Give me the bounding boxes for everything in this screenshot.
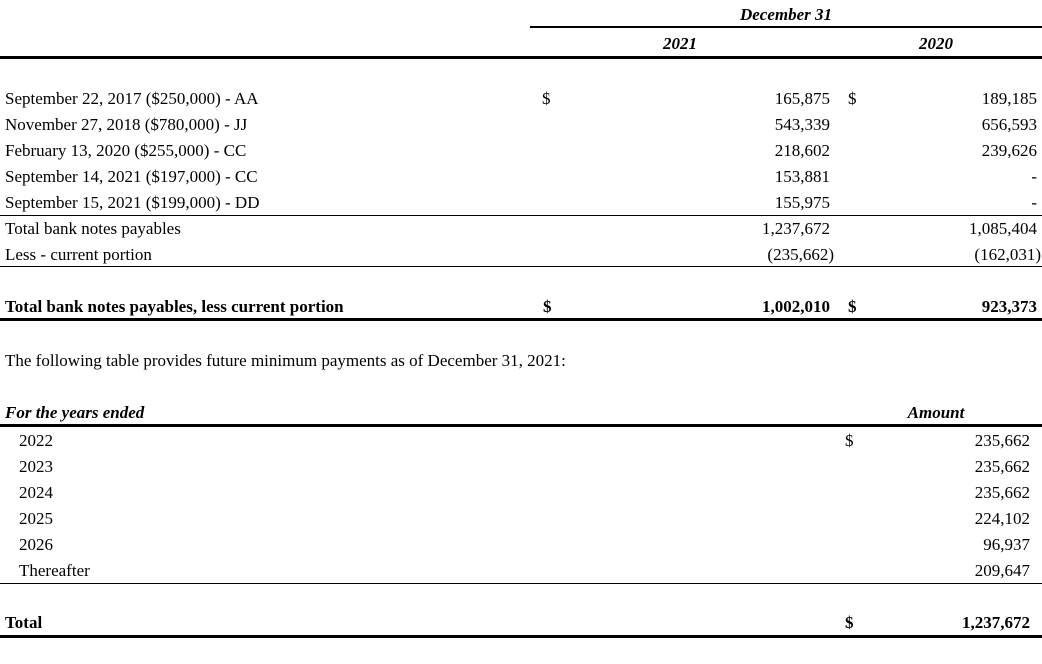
value-2021: 1,237,672: [762, 219, 830, 238]
value-2020: 189,185: [981, 89, 1037, 108]
value-2021: 155,975: [774, 193, 830, 212]
total-double-rule: [0, 318, 1042, 321]
total-value-2021: 1,002,010: [762, 297, 830, 316]
value-2020: 656,593: [981, 115, 1037, 134]
value-2020: -: [1031, 193, 1037, 212]
row-label: February 13, 2020 ($255,000) - CC: [5, 141, 247, 160]
payment-year: 2025: [19, 509, 53, 528]
row-label: Less - current portion: [5, 245, 152, 264]
payment-amount: 224,102: [974, 509, 1030, 528]
value-2021: (235,662): [767, 245, 834, 264]
row-label: September 14, 2021 ($197,000) - CC: [5, 167, 258, 186]
payment-year: Thereafter: [19, 561, 90, 580]
payment-amount: 235,662: [974, 483, 1030, 502]
subtotal-rule: [0, 215, 1042, 216]
payment-year: 2022: [19, 431, 53, 450]
currency-symbol: $: [542, 89, 551, 108]
header-col-2020: 2020: [919, 34, 953, 53]
header-group-rule: [530, 26, 1042, 28]
payments-subtotal-rule: [0, 583, 1042, 584]
currency-symbol: $: [848, 297, 857, 316]
value-2021: 153,881: [774, 167, 830, 186]
value-2020: 1,085,404: [969, 219, 1037, 238]
payment-year: 2024: [19, 483, 53, 502]
header-group-label: December 31: [739, 5, 833, 24]
currency-symbol: $: [845, 431, 854, 450]
row-label: November 27, 2018 ($780,000) - JJ: [5, 115, 248, 134]
value-2021: 543,339: [774, 115, 830, 134]
value-2020: 239,626: [981, 141, 1037, 160]
payments-col-amount: Amount: [907, 403, 965, 422]
total-label: Total bank notes payables, less current portion: [5, 297, 344, 316]
total-value-2020: 923,373: [981, 297, 1037, 316]
currency-symbol: $: [543, 297, 552, 316]
payments-total-label: Total: [5, 613, 43, 632]
payments-col-label: For the years ended: [5, 403, 145, 422]
value-2020: (162,031): [974, 245, 1041, 264]
value-2020: -: [1031, 167, 1037, 186]
row-label: Total bank notes payables: [5, 219, 181, 238]
currency-symbol: $: [848, 89, 857, 108]
payments-header-rule: [0, 424, 1042, 427]
payment-amount: 96,937: [983, 535, 1030, 554]
payment-amount: 209,647: [974, 561, 1030, 580]
row-label: September 22, 2017 ($250,000) - AA: [5, 89, 259, 108]
intro-text: The following table provides future minimum payments as of December 31, 2021:: [5, 351, 566, 370]
header-bottom-rule: [0, 56, 1042, 59]
row-label: September 15, 2021 ($199,000) - DD: [5, 193, 260, 212]
payment-amount: 235,662: [974, 431, 1030, 450]
payment-year: 2026: [19, 535, 53, 554]
currency-symbol: $: [845, 613, 854, 632]
payments-total-rule: [0, 635, 1042, 638]
value-2021: 218,602: [774, 141, 830, 160]
less-current-rule: [0, 266, 1042, 267]
payments-total-amount: 1,237,672: [962, 613, 1030, 632]
payment-amount: 235,662: [974, 457, 1030, 476]
value-2021: 165,875: [774, 89, 830, 108]
payment-year: 2023: [19, 457, 53, 476]
header-col-2021: 2021: [663, 34, 697, 53]
